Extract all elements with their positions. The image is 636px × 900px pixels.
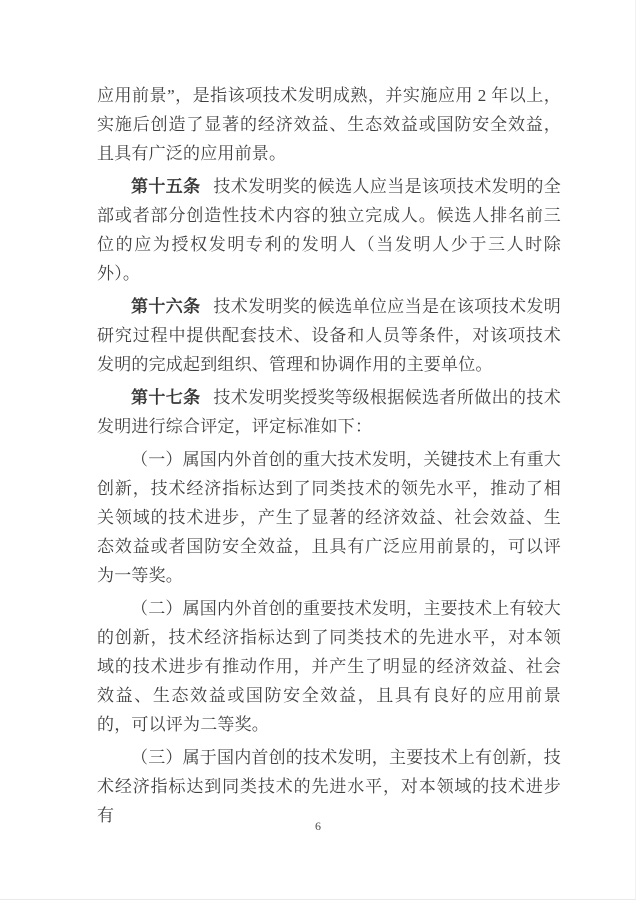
clause-1 bbox=[97, 445, 561, 590]
article-17-number: 第十七条 bbox=[131, 388, 201, 407]
paragraph-text: 技术发明奖授奖等级根据候选者所做出的技术发明进行综合评定，评定标准如下： bbox=[97, 388, 561, 436]
paragraph-text: （三）属于国内首创的技术发明，主要技术上有创新，技术经济指标达到同类技术的先进水平，对本领域的技术进步有 bbox=[97, 748, 561, 825]
clause-3 bbox=[97, 743, 561, 830]
article-17 bbox=[97, 383, 561, 441]
article-15-number: 第十五条 bbox=[131, 177, 201, 196]
paragraph-text: （一）属国内外首创的重大技术发明，关键技术上有重大创新，技术经济指标达到了同类技术的领先水平，推动了相关领域的技术进步，产生了显著的经济效益、社会效益、生态效益或者国防安全效益，且具有广泛应用前景的，可以评为一等奖。 bbox=[97, 450, 561, 585]
paragraph-text: 技术发明奖的候选单位应当是在该项技术发明研究过程中提供配套技术、设备和人员等条件，对该项技术发明的完成起到组织、管理和协调作用的主要单位。 bbox=[97, 297, 561, 374]
paragraph-text: 应用前景”，是指该项技术发明成熟，并实施应用 2 年以上，实施后创造了显著的经济效益、生态效益或国防安全效益，且具有广泛的应用前景。 bbox=[97, 86, 561, 163]
paragraph-continuation bbox=[97, 81, 561, 168]
paragraph-text: （二）属国内外首创的重要技术发明，主要技术上有较大的创新，技术经济指标达到了同类技术的先进水平，对本领域的技术进步有推动作用，并产生了明显的经济效益、社会效益、生态效益或国防安全效益，且具有良好的应用前景的，可以评为二等奖。 bbox=[97, 599, 561, 734]
page-number: 6 bbox=[315, 819, 321, 833]
article-15 bbox=[97, 172, 561, 288]
paragraph-text: 技术发明奖的候选人应当是该项技术发明的全部或者部分创造性技术内容的独立完成人。候选人排名前三位的应为授权发明专利的发明人（当发明人少于三人时除外）。 bbox=[97, 177, 561, 283]
article-16-number: 第十六条 bbox=[131, 297, 201, 316]
document-body bbox=[97, 81, 561, 834]
article-16 bbox=[97, 292, 561, 379]
clause-2 bbox=[97, 594, 561, 739]
